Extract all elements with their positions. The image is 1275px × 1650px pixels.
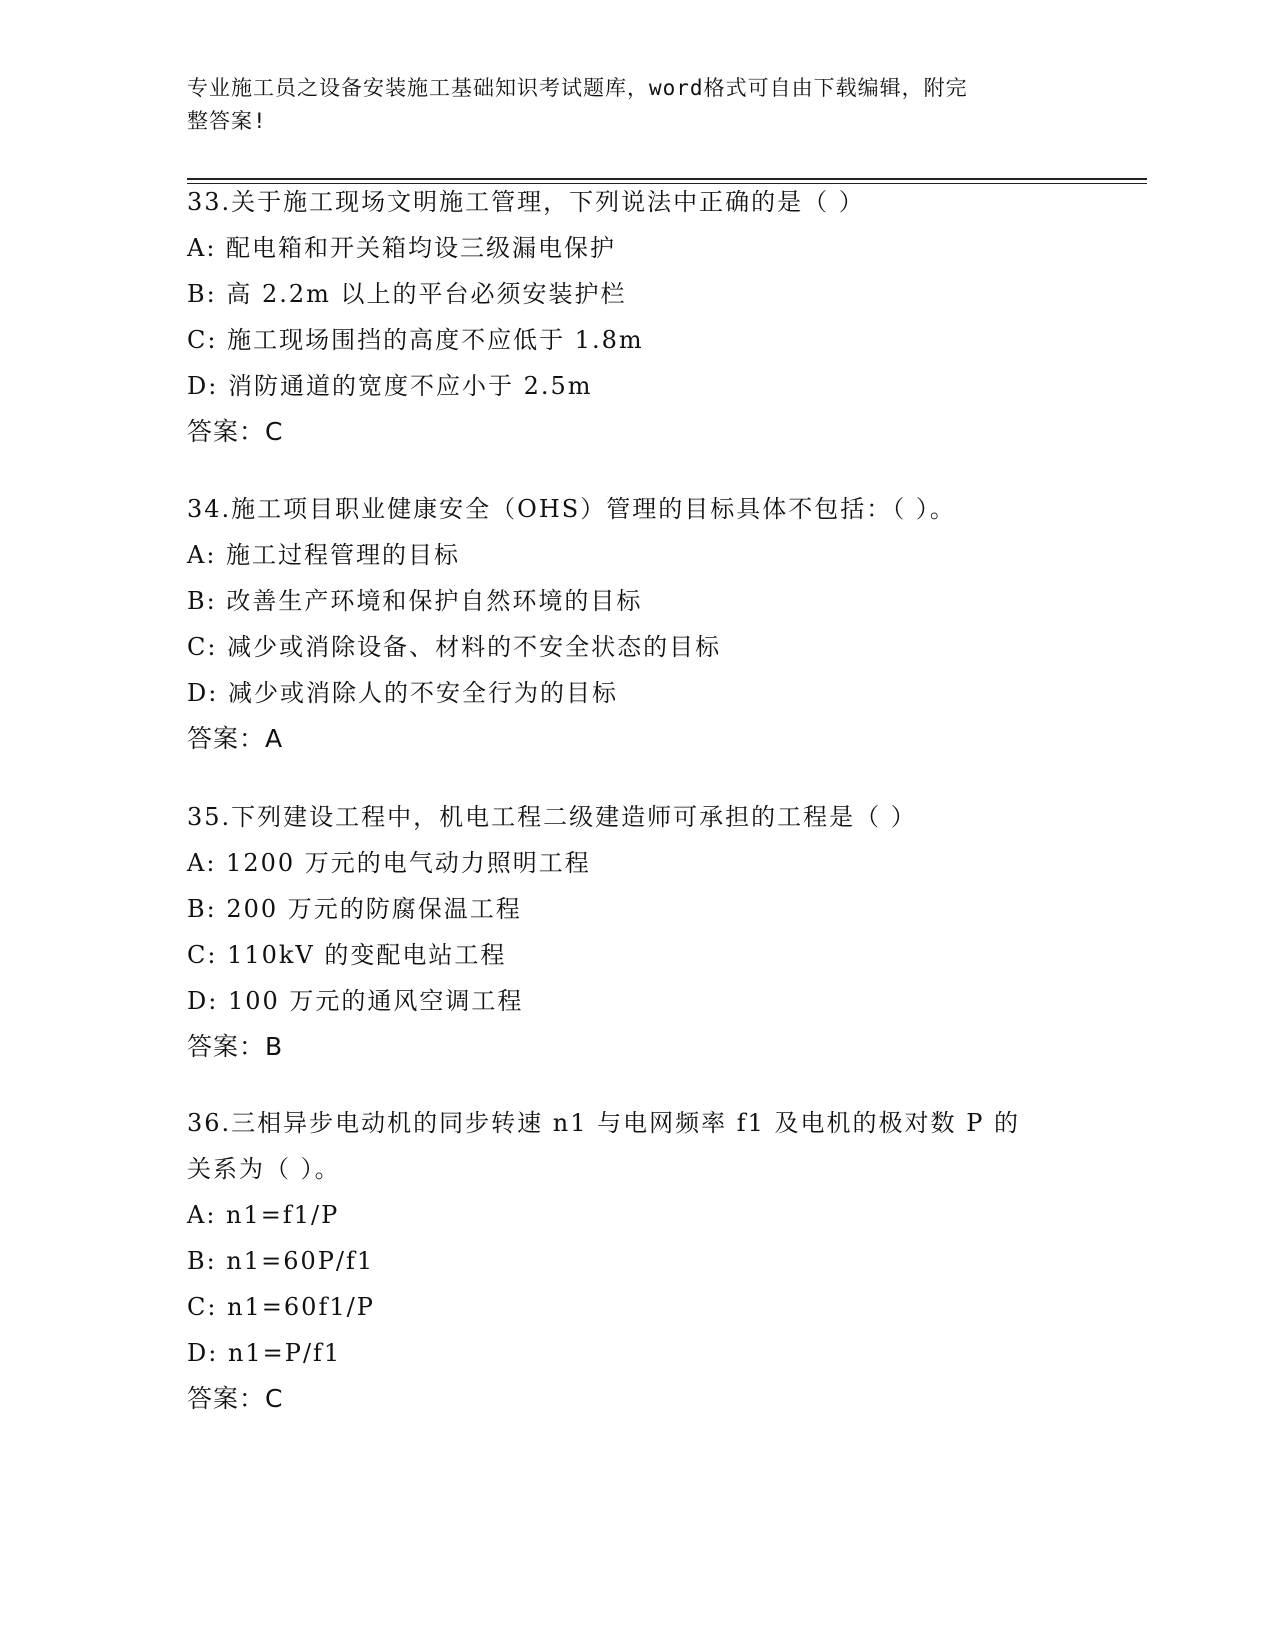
option-c: C: 施工现场围挡的高度不应低于 1.8m: [187, 326, 644, 354]
option-b: B: 改善生产环境和保护自然环境的目标: [187, 587, 643, 615]
option-b: B: 高 2.2m 以上的平台必须安装护栏: [187, 280, 627, 308]
option-d: D: 100 万元的通风空调工程: [187, 987, 524, 1015]
answer-text: 答案：C: [187, 1384, 284, 1413]
question-35: [187, 794, 1087, 1070]
option-b: B: 200 万元的防腐保温工程: [187, 895, 522, 923]
option-a: A: n1=f1/P: [187, 1201, 340, 1229]
option-a: A: 配电箱和开关箱均设三级漏电保护: [187, 234, 617, 262]
option-d: D: 消防通道的宽度不应小于 2.5m: [187, 372, 593, 400]
question-stem-continued: 关系为（ ）。: [187, 1155, 341, 1183]
option-a: A: 1200 万元的电气动力照明工程: [187, 849, 591, 877]
answer-text: 答案：C: [187, 417, 284, 446]
question-stem: 35.下列建设工程中，机电工程二级建造师可承担的工程是（ ）: [187, 803, 917, 831]
answer-text: 答案：B: [187, 1032, 284, 1061]
option-c: C: n1=60f1/P: [187, 1293, 375, 1321]
option-a: A: 施工过程管理的目标: [187, 541, 461, 569]
option-b: B: n1=60P/f1: [187, 1247, 375, 1275]
question-stem: 34.施工项目职业健康安全（OHS）管理的目标具体不包括：（ ）。: [187, 495, 956, 523]
question-36: [187, 1100, 1087, 1422]
option-d: D: n1=P/f1: [187, 1339, 342, 1367]
question-stem: 36.三相异步电动机的同步转速 n1 与电网频率 f1 及电机的极对数 P 的: [187, 1109, 1020, 1137]
document-header: [187, 72, 1067, 138]
option-d: D: 减少或消除人的不安全行为的目标: [187, 679, 618, 707]
option-c: C: 减少或消除设备、材料的不安全状态的目标: [187, 633, 722, 661]
header-line-2: 整答案!: [187, 109, 267, 133]
answer-text: 答案：A: [187, 724, 284, 753]
question-stem: 33.关于施工现场文明施工管理，下列说法中正确的是（ ）: [187, 188, 865, 216]
option-c: C: 110kV 的变配电站工程: [187, 941, 507, 969]
question-33: [187, 179, 1087, 455]
header-line-1: 专业施工员之设备安装施工基础知识考试题库，word格式可自由下载编辑，附完: [187, 76, 968, 100]
question-34: [187, 486, 1087, 762]
